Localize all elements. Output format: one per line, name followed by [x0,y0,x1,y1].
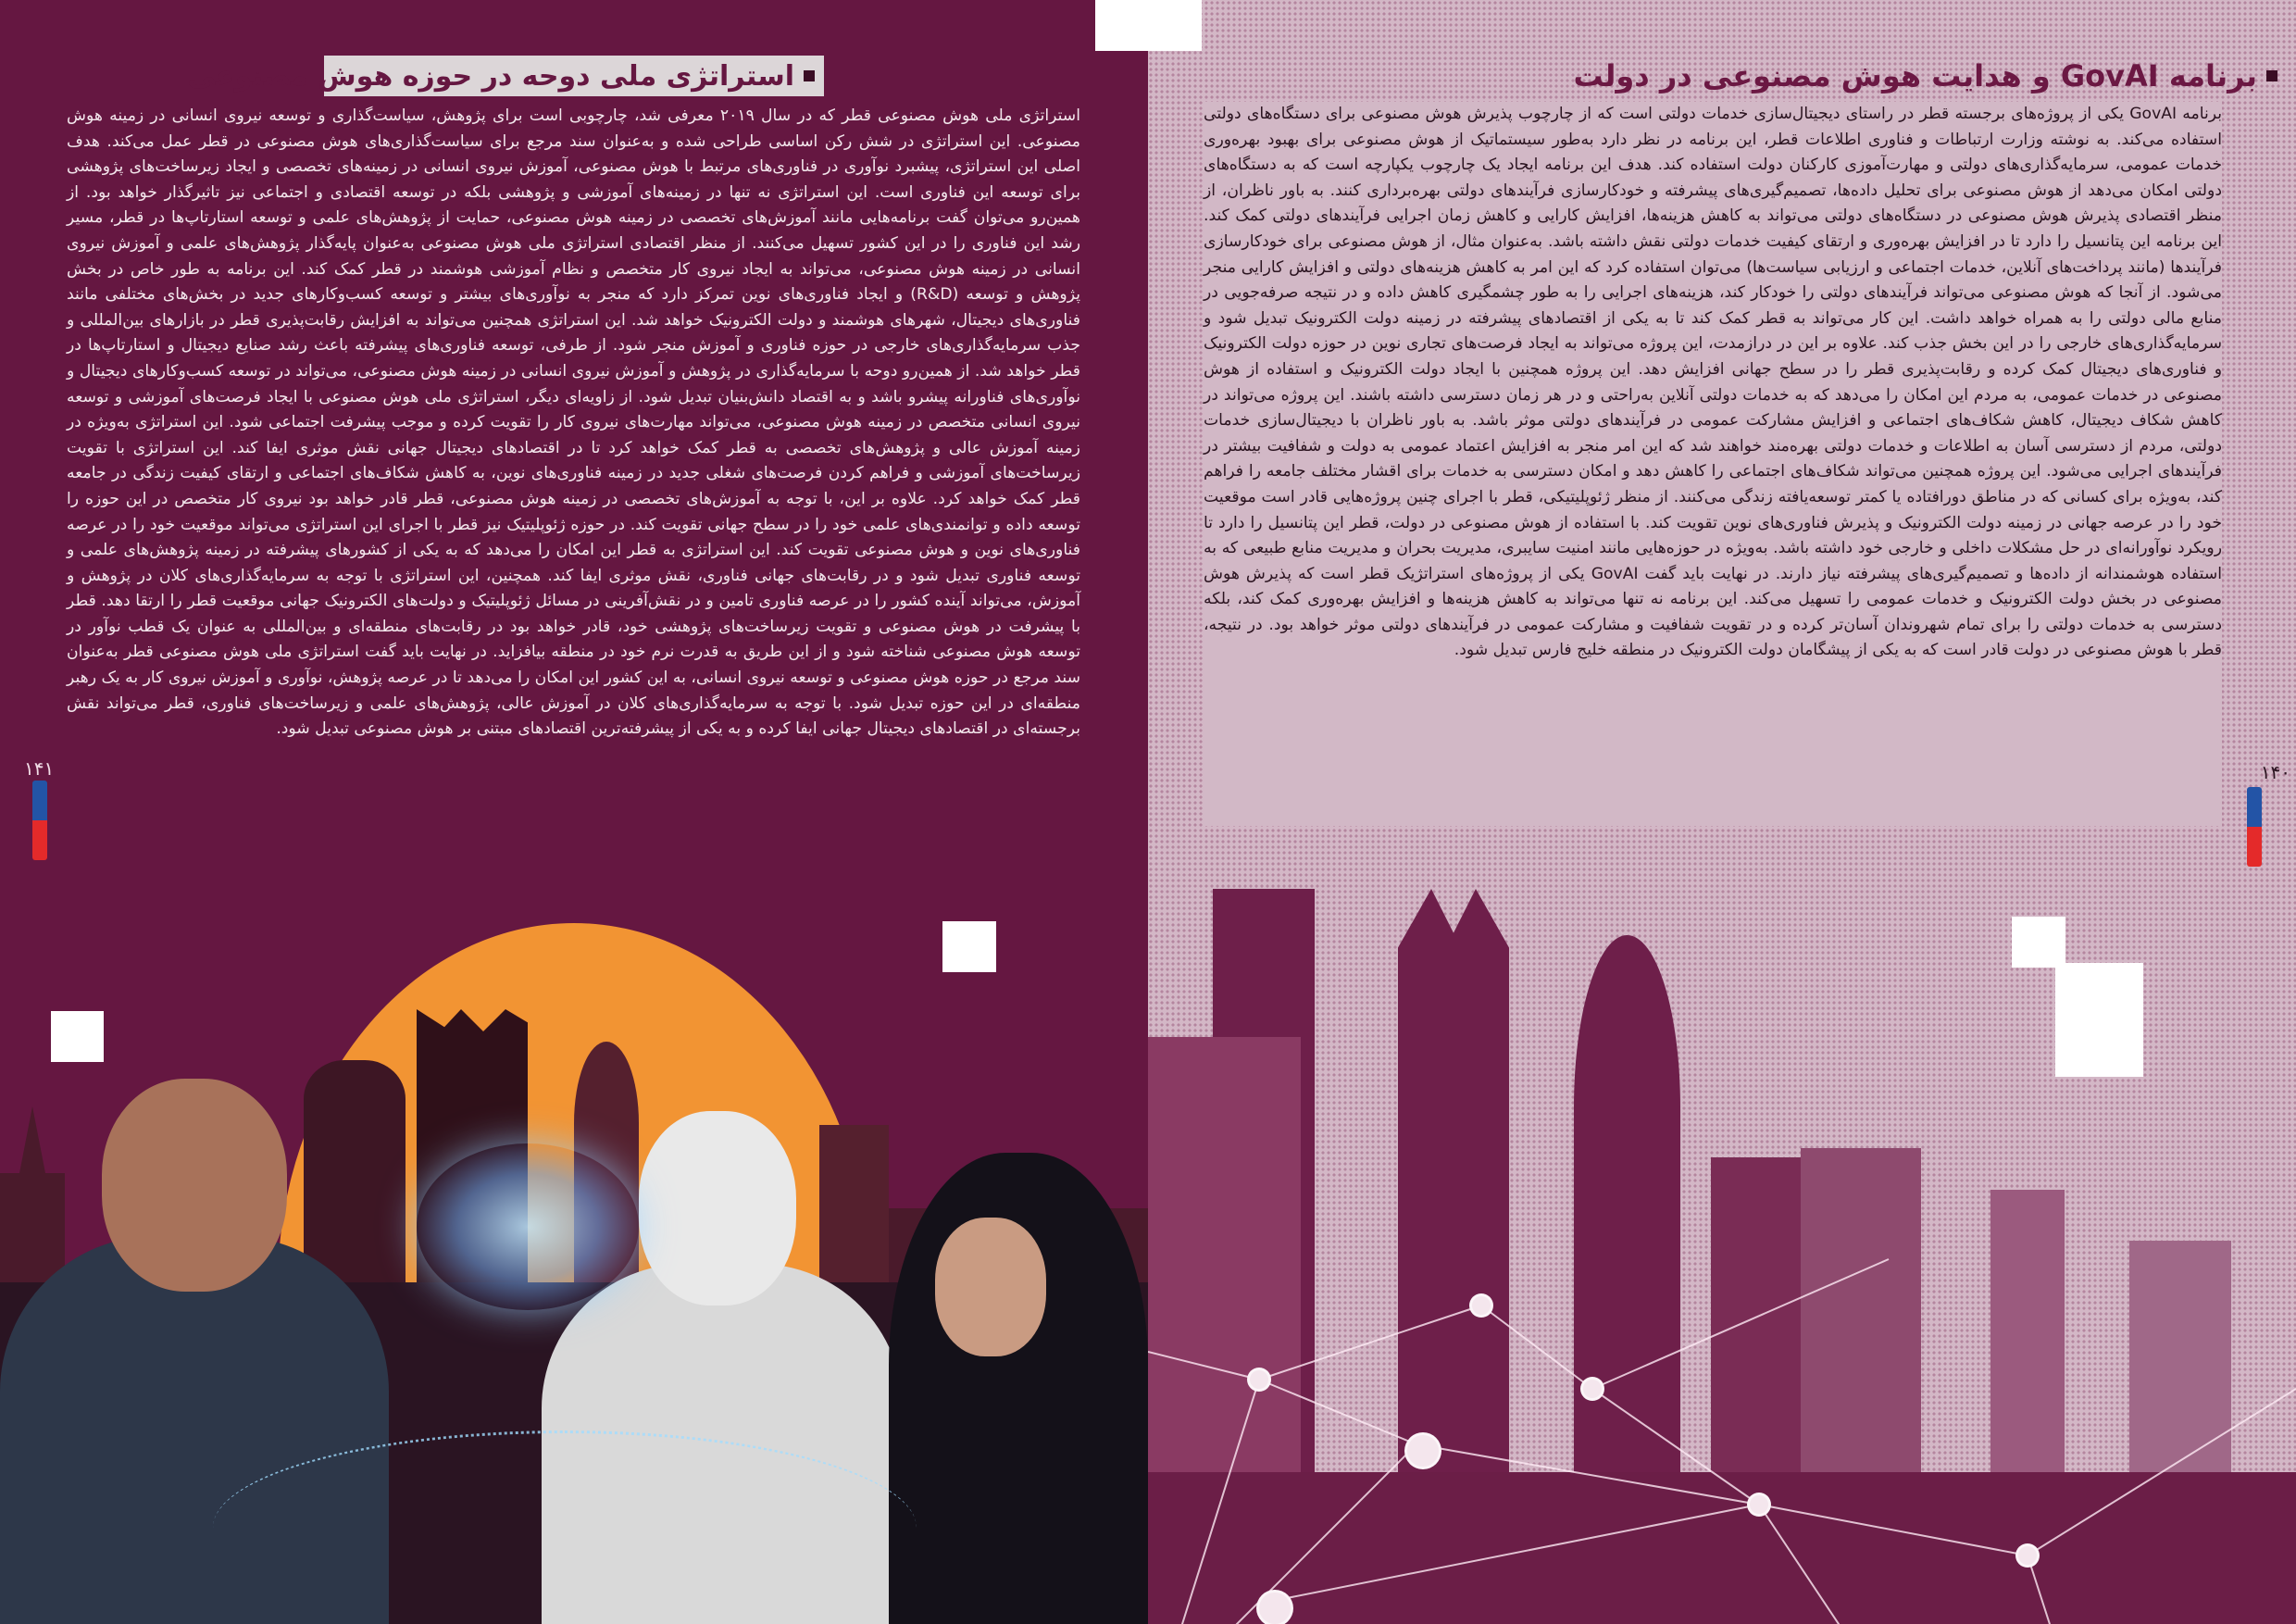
right-illustration [1148,824,2296,1624]
ghutra-headdress [639,1111,796,1305]
network-node-icon [1469,1293,1493,1318]
right-page [1148,0,2296,1624]
network-node-icon [1747,1493,1771,1517]
right-article-text-panel [1204,102,2222,826]
left-illustration [0,912,1148,1624]
right-article-title: برنامه GovAI و هدایت هوش مصنوعی در دولت [1573,58,2257,94]
network-lines [1148,824,2296,1624]
businessman-head [102,1079,287,1292]
left-article-title-bar [187,56,824,96]
left-article-body: استراتژی ملی هوش مصنوعی قطر که در سال ۲۰۱۹ معرفی شد، چارچوبی است برای پژوهش، سیاست‌گذاری و توسعه نیروی انسانی در زمینه هوش مصنوعی. این استراتژی در شش رکن اساسی طراحی شده و به‌عنوان سند مرجع برای سیاست‌گذاری‌های هوش مصنوعی در قطر عمل می‌کند. هدف اصلی این استراتژی، پیشبرد نوآوری در فناوری‌های مرتبط با هوش مصنوعی، آموزش نیروی انسانی در زمینه‌های تخصصی و ایجاد زیرساخت‌های پژوهشی برای توسعه این فناوری است. این استراتژی نه تنها در زمینه‌های آموزشی و پژوهشی بلکه در توسعه اقتصادی و اجتماعی نیز تاثیرگذار خواهد بود. از همین‌رو می‌توان گفت برنامه‌هایی مانند آموزش‌های تخصصی در زمینه هوش مصنوعی، حمایت از پژوهش‌های علمی و توسعه استارتاپ‌ها در قطر، مسیر رشد این فناوری را در این کشور تسهیل می‌کنند. از منظر اقتصادی استراتژی ملی هوش مصنوعی به‌عنوان پایه‌گذار پژوهش‌های علمی و آموزش نیروی انسانی در زمینه هوش مصنوعی، می‌تواند به ایجاد نیروی کار متخصص و نظام آموزشی هوشمند در قطر کمک کند. این برنامه به طور خاص در بخش پژوهش و توسعه (R&D) و ایجاد فناوری‌های نوین تمرکز دارد که منجر به نوآوری‌های بیشتر و توسعه کسب‌وکارهای جدید در بخش‌های مختلفی مانند فناوری‌های دیجیتال، شهرهای هوشمند و دولت الکترونیک خواهد شد. این استراتژی همچنین می‌تواند به افزایش رقابت‌پذیری قطر در بازارهای بین‌المللی و جذب سرمایه‌گذاری‌های خارجی در حوزه فناوری و آموزش منجر شود. از طرفی، توسعه فناوری‌های پیشرفته باعث رشد صنایع دیجیتال و استارتاپ‌ها در قطر خواهد شد. از همین‌رو دوحه با سرمایه‌گذاری در پژوهش و آموزش نیروی انسانی در زمینه هوش مصنوعی، می‌تواند در توسعه کسب‌وکارهای دیجیتال و نوآوری‌های فناورانه پیشرو باشد و به اقتصاد دانش‌بنیان تبدیل شود. از زاویه‌ای دیگر، استراتژی ملی هوش مصنوعی با ایجاد فرصت‌های آموزشی و توسعه نیروی انسانی متخصص در زمینه هوش مصنوعی، می‌تواند مهارت‌های نیروی کار را تقویت کرده و موجب پیشرفت اجتماعی شود. این استراتژی به‌ویژه در زمینه آموزش عالی و پژوهش‌های تخصصی به قطر کمک خواهد کرد تا در اقتصادهای دیجیتال جهانی نقش موثری ایفا کند. این استراتژی با تقویت زیرساخت‌های آموزشی و فراهم کردن فرصت‌های شغلی جدید در زمینه فناوری‌های نوین، به کاهش شکاف‌های اجتماعی و ارتقای کیفیت زندگی در جامعه قطر کمک خواهد کرد. علاوه بر این، با توجه به آموزش‌های تخصصی در زمینه هوش مصنوعی، قطر قادر خواهد بود نیروی کار متخصص در این حوزه را توسعه داده و توانمندی‌های علمی خود را در سطح جهانی تقویت کند. در حوزه ژئوپلیتیک نیز قطر با اجرای این استراتژی می‌تواند موقعیت خود را در عرصه فناوری‌های نوین و هوش مصنوعی تقویت کند. این استراتژی به قطر این امکان را می‌دهد که به یکی از کشورهای پیشرفته در زمینه پژوهش‌های علمی و توسعه فناوری تبدیل شود و در رقابت‌های جهانی فناوری، نقش موثری ایفا کند. همچنین، این استراتژی با توجه به سرمایه‌گذاری‌های کلان در پژوهش و آموزش، می‌تواند آینده کشور را در عرصه فناوری تامین و در نقش‌آفرینی در مسائل ژئوپلیتیک و دولت‌های الکترونیک جهانی موقعیت قطر را ارتقا دهد. قطر با پیشرفت در هوش مصنوعی و تقویت زیرساخت‌های پژوهشی خود، قادر خواهد بود در رقابت‌های منطقه‌ای و بین‌المللی به عنوان یک قطب نوآور در توسعه هوش مصنوعی شناخته شود و از این طریق به قدرت نرم خود در منطقه بیافزاید. در نهایت باید گفت استراتژی ملی هوش مصنوعی قطر به‌عنوان سند مرجع در حوزه هوش مصنوعی و توسعه نیروی انسانی، به این کشور این امکان را می‌دهد تا در عرصه پژوهش، نوآوری و آموزش نیروی کار به یک رهبر منطقه‌ای در این حوزه تبدیل شود. با توجه به سرمایه‌گذاری‌های کلان در آموزش عالی، پژوهش‌های علمی و زیرساخت‌های فناوری، قطر می‌تواند نقش برجسته‌ای در اقتصادهای دیجیتال جهانی ایفا کرده و به یکی از پیشرفته‌ترین اقتصادهای مبتنی بر هوش مصنوعی تبدیل شود. [67,106,1080,739]
network-node-icon [1247,1368,1271,1392]
page-number-left: ۱۴۱ [24,757,55,780]
left-article-title: استراتژی ملی دوحه در حوزه هوش مصنوعی [187,59,794,93]
white-gutter-block [1095,0,1202,51]
right-article-body: برنامه GovAI یکی از پروژه‌های برجسته قطر در راستای دیجیتال‌سازی خدمات دولتی است که از چارچوب پذیرش هوش مصنوعی برای دستگاه‌های دولتی استفاده می‌کند. به نوشته وزارت ارتباطات و فناوری اطلاعات قطر، این برنامه در نظر دارد به‌طور سیستماتیک از هوش مصنوعی برای بهبود بهره‌وری خدمات عمومی، سرمایه‌گذاری‌های دولتی و مهارت‌آموزی کارکنان دولت استفاده کند. هدف این برنامه ایجاد یک چارچوب یکپارچه است که به دستگاه‌های دولتی امکان می‌دهد از هوش مصنوعی برای تحلیل داده‌ها، تصمیم‌گیری‌های پیشرفته و خودکارسازی فرآیندهای دولتی بهره‌برداری کنند. به باور ناظران، از منظر اقتصادی پذیرش هوش مصنوعی در دستگاه‌های دولتی می‌تواند به کاهش هزینه‌ها، افزایش کارایی و کاهش زمان اجرایی فرآیندهای دولتی کمک کند. این برنامه این پتانسیل را دارد تا در افزایش بهره‌وری و ارتقای کیفیت خدمات دولتی نقش داشته باشد. به‌عنوان مثال، از هوش مصنوعی برای خودکارسازی فرآیندها (مانند پرداخت‌های آنلاین، خدمات اجتماعی و ارزیابی سیاست‌ها) می‌توان استفاده کرد که این امر به کاهش هزینه‌های دولتی و افزایش کارایی منجر می‌شود. از آنجا که هوش مصنوعی می‌تواند فرآیندهای دولتی را خودکار کند، هزینه‌های اجرایی را به طور چشمگیری کاهش داده و در نتیجه صرفه‌جویی در منابع مالی دولتی را به همراه خواهد داشت. این کار می‌تواند به قطر کمک کند تا به یکی از اقتصادهای پیشرفته در زمینه دولت الکترونیک تبدیل شود و سرمایه‌گذاری‌های خارجی را در این بخش جذب کند. علاوه بر این در درازمدت، این پروژه می‌تواند به ایجاد فرصت‌های تجاری نوین در حوزه دولت الکترونیک و فناوری‌های دیجیتال کمک کرده و رقابت‌پذیری قطر را در سطح جهانی افزایش دهد. این پروژه همچنین با ایجاد دولت الکترونیک و استفاده از هوش مصنوعی در خدمات عمومی، به مردم این امکان را می‌دهد که به خدمات دولتی آنلاین به‌راحتی و در هر زمان دسترسی داشته باشند. این پروژه می‌تواند در کاهش شکاف دیجیتال، کاهش شکاف‌های اجتماعی و افزایش مشارکت عمومی در فرآیندهای دولتی موثر باشد. به باور ناظران با دیجیتال‌سازی خدمات دولتی، مردم از دسترسی آسان به اطلاعات و خدمات دولتی بهره‌مند خواهند شد که این امر منجر به افزایش اعتماد عمومی به دولت و شفافیت بیشتر در فرآیندهای اجرایی می‌شود. این پروژه همچنین می‌تواند شکاف‌های اجتماعی را کاهش دهد و امکان دسترسی به خدمات برای اقشار مختلف جامعه را فراهم کند، به‌ویژه برای کسانی که در مناطق دورافتاده یا کمتر توسعه‌یافته زندگی می‌کنند. از منظر ژئوپلیتیکی، قطر با اجرای چنین پروژه‌هایی قادر است موقعیت خود را در عرصه جهانی در زمینه دولت الکترونیک و پذیرش فناوری‌های نوین تقویت کند. با استفاده از هوش مصنوعی در دولت، قطر این پتانسیل را دارد تا رویکرد نوآورانه‌ای در حل مشکلات داخلی و خارجی خود داشته باشد. به‌ویژه در حوزه‌هایی مانند امنیت سایبری، مدیریت بحران و مدیریت منابع طبیعی که به استفاده هوشمندانه از داده‌ها و تصمیم‌گیری‌های پیشرفته نیاز دارند. در نهایت باید گفت GovAI یکی از پروژه‌های استراتژیک قطر است که پذیرش هوش مصنوعی در بخش دولت الکترونیک و خدمات عمومی را تسهیل می‌کند. این برنامه نه تنها می‌تواند به کاهش هزینه‌ها و افزایش بهره‌وری کمک کند، بلکه دسترسی به خدمات دولتی را برای تمام شهروندان آسان‌تر کرده و در تقویت شفافیت و مشارکت عمومی در فرآیندهای دولتی موثر خواهد بود. در نتیجه، قطر با هوش مصنوعی در دولت قادر است که به یکی از پیشگامان دولت الکترونیک در منطقه خلیج فارس تبدیل شود. [1204,105,2222,660]
square-bullet-icon [804,70,815,81]
magazine-logo-tab-left [32,781,47,860]
network-node-icon [2015,1543,2040,1568]
woman-face [935,1218,1046,1356]
white-square-decor [51,1011,104,1062]
page-number-right: ۱۴۰ [2260,761,2290,783]
network-node-icon [1580,1377,1604,1401]
square-bullet-icon [2266,70,2277,81]
holographic-brain-icon [417,1143,639,1310]
cloud-node-icon [1404,1432,1441,1469]
location-node-icon [1256,1590,1293,1624]
holographic-network-glow [213,1430,917,1624]
white-square-decor [942,921,996,972]
right-article-title-bar [1454,56,2287,96]
